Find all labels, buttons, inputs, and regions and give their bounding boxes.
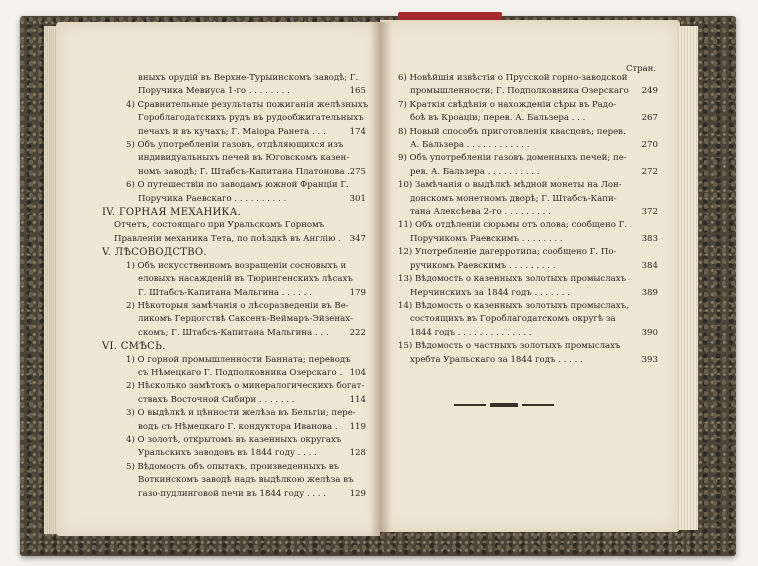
toc-line bbox=[102, 85, 366, 98]
toc-entry-text: газо-пудлинговой печи въ 1844 году . . . . bbox=[138, 488, 327, 499]
toc-line bbox=[102, 233, 366, 246]
toc-entry-text: Поручика Мевиуса 1-го . . . . . . . . bbox=[138, 86, 290, 97]
end-ornament bbox=[454, 402, 554, 408]
left-page-toc bbox=[102, 72, 369, 501]
toc-entry-text: V. ЛѢСОВОДСТВО. bbox=[102, 247, 207, 259]
toc-line bbox=[398, 206, 658, 219]
toc-entry-text: Г. Штабсъ-Капитана Мальгина . . . . . . bbox=[138, 287, 312, 298]
toc-line bbox=[102, 72, 366, 85]
toc-entry-text: 9) Объ употребленіи газовъ доменныхъ печей; пе- bbox=[398, 153, 627, 164]
toc-page-number: 267 bbox=[641, 113, 658, 124]
toc-page-number: 179 bbox=[349, 287, 366, 298]
toc-page-number: 272 bbox=[641, 166, 658, 177]
toc-line bbox=[398, 233, 658, 246]
toc-page-number: 393 bbox=[641, 354, 658, 365]
toc-line bbox=[102, 179, 366, 192]
toc-line bbox=[102, 313, 366, 326]
toc-line bbox=[398, 327, 658, 340]
section-heading bbox=[102, 206, 366, 219]
toc-entry-text: скомъ; Г. Штабсъ-Капитана Мальгина . . . bbox=[138, 327, 329, 338]
toc-line bbox=[102, 273, 366, 286]
toc-line bbox=[102, 488, 366, 501]
toc-page-number: 275 bbox=[349, 166, 366, 177]
toc-entry-text: состоящихъ въ Гороблагодатскомъ округѣ за bbox=[410, 314, 616, 325]
toc-line bbox=[398, 260, 658, 273]
toc-line bbox=[398, 152, 658, 165]
toc-entry-text: IV. ГОРНАЯ МЕХАНИКА. bbox=[102, 207, 242, 219]
toc-line bbox=[102, 447, 366, 460]
toc-entry-text: 15) Вѣдомость о частныхъ золотыхъ промыслахъ bbox=[398, 341, 621, 352]
toc-page-number: 384 bbox=[641, 260, 658, 271]
toc-entry-text: Нерчинскихъ за 1844 годъ . . . . . . . bbox=[410, 287, 570, 298]
toc-line bbox=[102, 474, 366, 487]
toc-line bbox=[102, 354, 366, 367]
toc-entry-text: индивидуальныхъ печей въ Юговскомъ казен- bbox=[138, 153, 350, 164]
toc-entry-text: 1) О горной промышленности Банната; переводъ bbox=[126, 354, 351, 365]
toc-entry-text: тана Алексѣева 2-го . . . . . . . . . bbox=[410, 207, 551, 218]
toc-entry-text: печахъ и въ кучахъ; Г. Маіора Ранета . . . bbox=[138, 126, 326, 137]
toc-entry-text: 6) О путешествіи по заводамъ южной Франціи Г. bbox=[126, 180, 349, 191]
toc-entry-text: Уральскихъ заводовъ въ 1844 году . . . . bbox=[138, 448, 317, 459]
toc-entry-text: 5) Вѣдомость объ опытахъ, произведенныхъ въ bbox=[126, 461, 340, 472]
toc-entry-text: 6) Новѣйшія извѣстія о Прусской горно-заводской bbox=[398, 73, 628, 83]
toc-page-number: 129 bbox=[349, 488, 366, 499]
toc-line bbox=[102, 327, 366, 340]
toc-line bbox=[398, 246, 658, 259]
toc-line bbox=[398, 72, 658, 85]
toc-line bbox=[398, 300, 658, 313]
toc-line bbox=[398, 85, 658, 98]
toc-entry-text: А. Бальзера . . . . . . . . . . . . bbox=[410, 140, 530, 151]
toc-entry-text: 3) О выдѣлкѣ и цѣнности желѣза въ Бельгіи; пере- bbox=[126, 408, 356, 419]
toc-entry-text: хребта Уральскаго за 1844 годъ . . . . . bbox=[410, 354, 583, 365]
toc-line bbox=[398, 313, 658, 326]
bookmark-ribbon bbox=[398, 12, 502, 20]
toc-entry-text: Поручика Раевскаго . . . . . . . . . . bbox=[138, 193, 287, 204]
toc-line bbox=[102, 434, 366, 447]
toc-line bbox=[398, 99, 658, 112]
toc-entry-text: 1) Объ искусственномъ возращеніи сосновыхъ и bbox=[126, 260, 347, 271]
toc-page-number: 390 bbox=[641, 327, 658, 338]
toc-entry-text: еловыхъ насажденій въ Тюрингенскихъ лѣсахъ bbox=[138, 274, 353, 285]
toc-line bbox=[102, 260, 366, 273]
toc-page-number: 301 bbox=[349, 193, 366, 204]
toc-entry-text: 8) Новый способъ приготовленія квасцовъ; перев. bbox=[398, 126, 626, 137]
toc-entry-text: 2) Нѣкоторыя замѣчанія о лѣсоразведеніи въ Ве- bbox=[126, 300, 349, 311]
toc-line bbox=[102, 380, 366, 393]
page-edges-right bbox=[678, 26, 698, 530]
toc-entry-text: 14) Вѣдомость о казенныхъ золотыхъ промыслахъ, bbox=[398, 300, 629, 311]
toc-entry-text: Гороблагодатскихъ рудъ въ рудообжигательныхъ bbox=[138, 113, 364, 124]
toc-entry-text: 1844 годъ . . . . . . . . . . . . . . bbox=[410, 327, 532, 338]
toc-line bbox=[398, 219, 658, 232]
toc-entry-text: Отчетъ, состоящаго при Уральскомъ Горномъ bbox=[114, 220, 325, 231]
toc-line bbox=[102, 421, 366, 434]
toc-page-number: 372 bbox=[641, 207, 658, 218]
toc-line bbox=[102, 139, 366, 152]
toc-line bbox=[102, 193, 366, 206]
toc-line bbox=[102, 152, 366, 165]
toc-page-number: 222 bbox=[349, 327, 366, 338]
toc-line bbox=[102, 126, 366, 139]
toc-entry-text: номъ заводѣ; Г. Штабсъ-Капитана Платонова . bbox=[138, 166, 350, 177]
toc-entry-text: вныхъ орудій въ Верхне-Турыинскомъ заводѣ; Г. bbox=[138, 73, 359, 83]
toc-line bbox=[102, 367, 366, 380]
toc-line bbox=[398, 139, 658, 152]
toc-entry-text: ручикомъ Раевскимъ . . . . . . . . . bbox=[410, 260, 556, 271]
toc-line bbox=[398, 126, 658, 139]
toc-entry-text: промышленности; Г. Подполковника Озерскаго bbox=[410, 86, 629, 97]
toc-page-number: 347 bbox=[349, 233, 366, 244]
toc-entry-text: VI. СМѢСЬ. bbox=[102, 341, 166, 353]
toc-line bbox=[102, 112, 366, 125]
toc-entry-text: 4) О золотѣ, открытомъ въ казенныхъ округахъ bbox=[126, 434, 342, 445]
toc-page-number: 270 bbox=[641, 140, 658, 151]
right-page-toc bbox=[398, 72, 658, 367]
toc-page-number: 389 bbox=[641, 287, 658, 298]
toc-page-number: 174 bbox=[349, 126, 366, 137]
toc-page-number: 383 bbox=[641, 233, 658, 244]
toc-line bbox=[398, 340, 658, 353]
toc-line bbox=[102, 394, 366, 407]
toc-entry-text: 2) Нѣсколько замѣтокъ о минералогическихъ богат- bbox=[126, 381, 365, 392]
toc-entry-text: 11) Объ отдѣленіи сюрьмы отъ олова; сообщено Г. bbox=[398, 220, 628, 231]
toc-line bbox=[398, 354, 658, 367]
toc-entry-text: боѣ въ Кроаціи; перев. А. Бальзера . . . bbox=[410, 113, 586, 124]
toc-line bbox=[398, 273, 658, 286]
toc-line bbox=[102, 99, 369, 112]
toc-entry-text: 10) Замѣчанія о выдѣлкѣ мѣдной монеты на Лон- bbox=[398, 180, 622, 191]
toc-line bbox=[102, 300, 366, 313]
toc-entry-text: донскомъ монетномъ дворѣ; Г. Штабсъ-Капи- bbox=[410, 193, 617, 204]
toc-line bbox=[102, 166, 366, 179]
toc-line bbox=[398, 287, 658, 300]
toc-entry-text: ликомъ Герцогствѣ Саксенъ-Веймаръ-Эйзенах- bbox=[138, 314, 353, 325]
toc-line bbox=[102, 219, 366, 232]
toc-entry-text: 5) Объ употребленіи газовъ, отдѣляющихся изъ bbox=[126, 140, 344, 151]
toc-entry-text: 13) Вѣдомость о казенныхъ золотыхъ промыслахъ bbox=[398, 274, 627, 285]
toc-entry-text: 7) Краткія свѣдѣнія о нахожденіи сѣры въ Радо- bbox=[398, 99, 617, 110]
toc-entry-text: 12) Употребленіе дагерротипа; сообщено Г. По- bbox=[398, 247, 617, 258]
toc-page-number: 104 bbox=[349, 367, 366, 378]
toc-line bbox=[102, 287, 366, 300]
section-heading bbox=[102, 246, 366, 259]
toc-entry-text: ствахъ Восточной Сибири . . . . . . . bbox=[138, 394, 295, 405]
toc-entry-text: рев. А. Бальзера . . . . . . . . . . bbox=[410, 166, 540, 177]
toc-page-number: 119 bbox=[349, 421, 366, 432]
book-gutter bbox=[370, 22, 392, 536]
toc-entry-text: водъ съ Нѣмецкаго Г. кондуктора Иванова . bbox=[138, 421, 338, 432]
toc-entry-text: съ Нѣмецкаго Г. Подполковника Озерскаго . bbox=[138, 367, 343, 378]
toc-entry-text: Поручикомъ Раевскимъ . . . . . . . . bbox=[410, 233, 563, 244]
toc-page-number: 114 bbox=[349, 394, 366, 405]
toc-page-number: 249 bbox=[641, 86, 658, 97]
toc-line bbox=[102, 461, 366, 474]
toc-line bbox=[398, 166, 658, 179]
toc-line bbox=[102, 407, 366, 420]
toc-line bbox=[398, 112, 658, 125]
toc-line bbox=[398, 179, 658, 192]
section-heading bbox=[102, 340, 366, 353]
toc-entry-text: Правленіи механика Тета, по поѣздкѣ въ Англію . bbox=[114, 233, 341, 244]
toc-page-number: 165 bbox=[349, 86, 366, 97]
toc-entry-text: Воткинскомъ заводѣ надъ выдѣлкою желѣза въ bbox=[138, 475, 354, 486]
right-page-header: Стран. bbox=[626, 64, 657, 74]
toc-page-number: 128 bbox=[349, 448, 366, 459]
toc-line bbox=[398, 193, 658, 206]
toc-entry-text: 4) Сравнительные результаты пожиганія желѣзныхъ bbox=[126, 99, 369, 110]
